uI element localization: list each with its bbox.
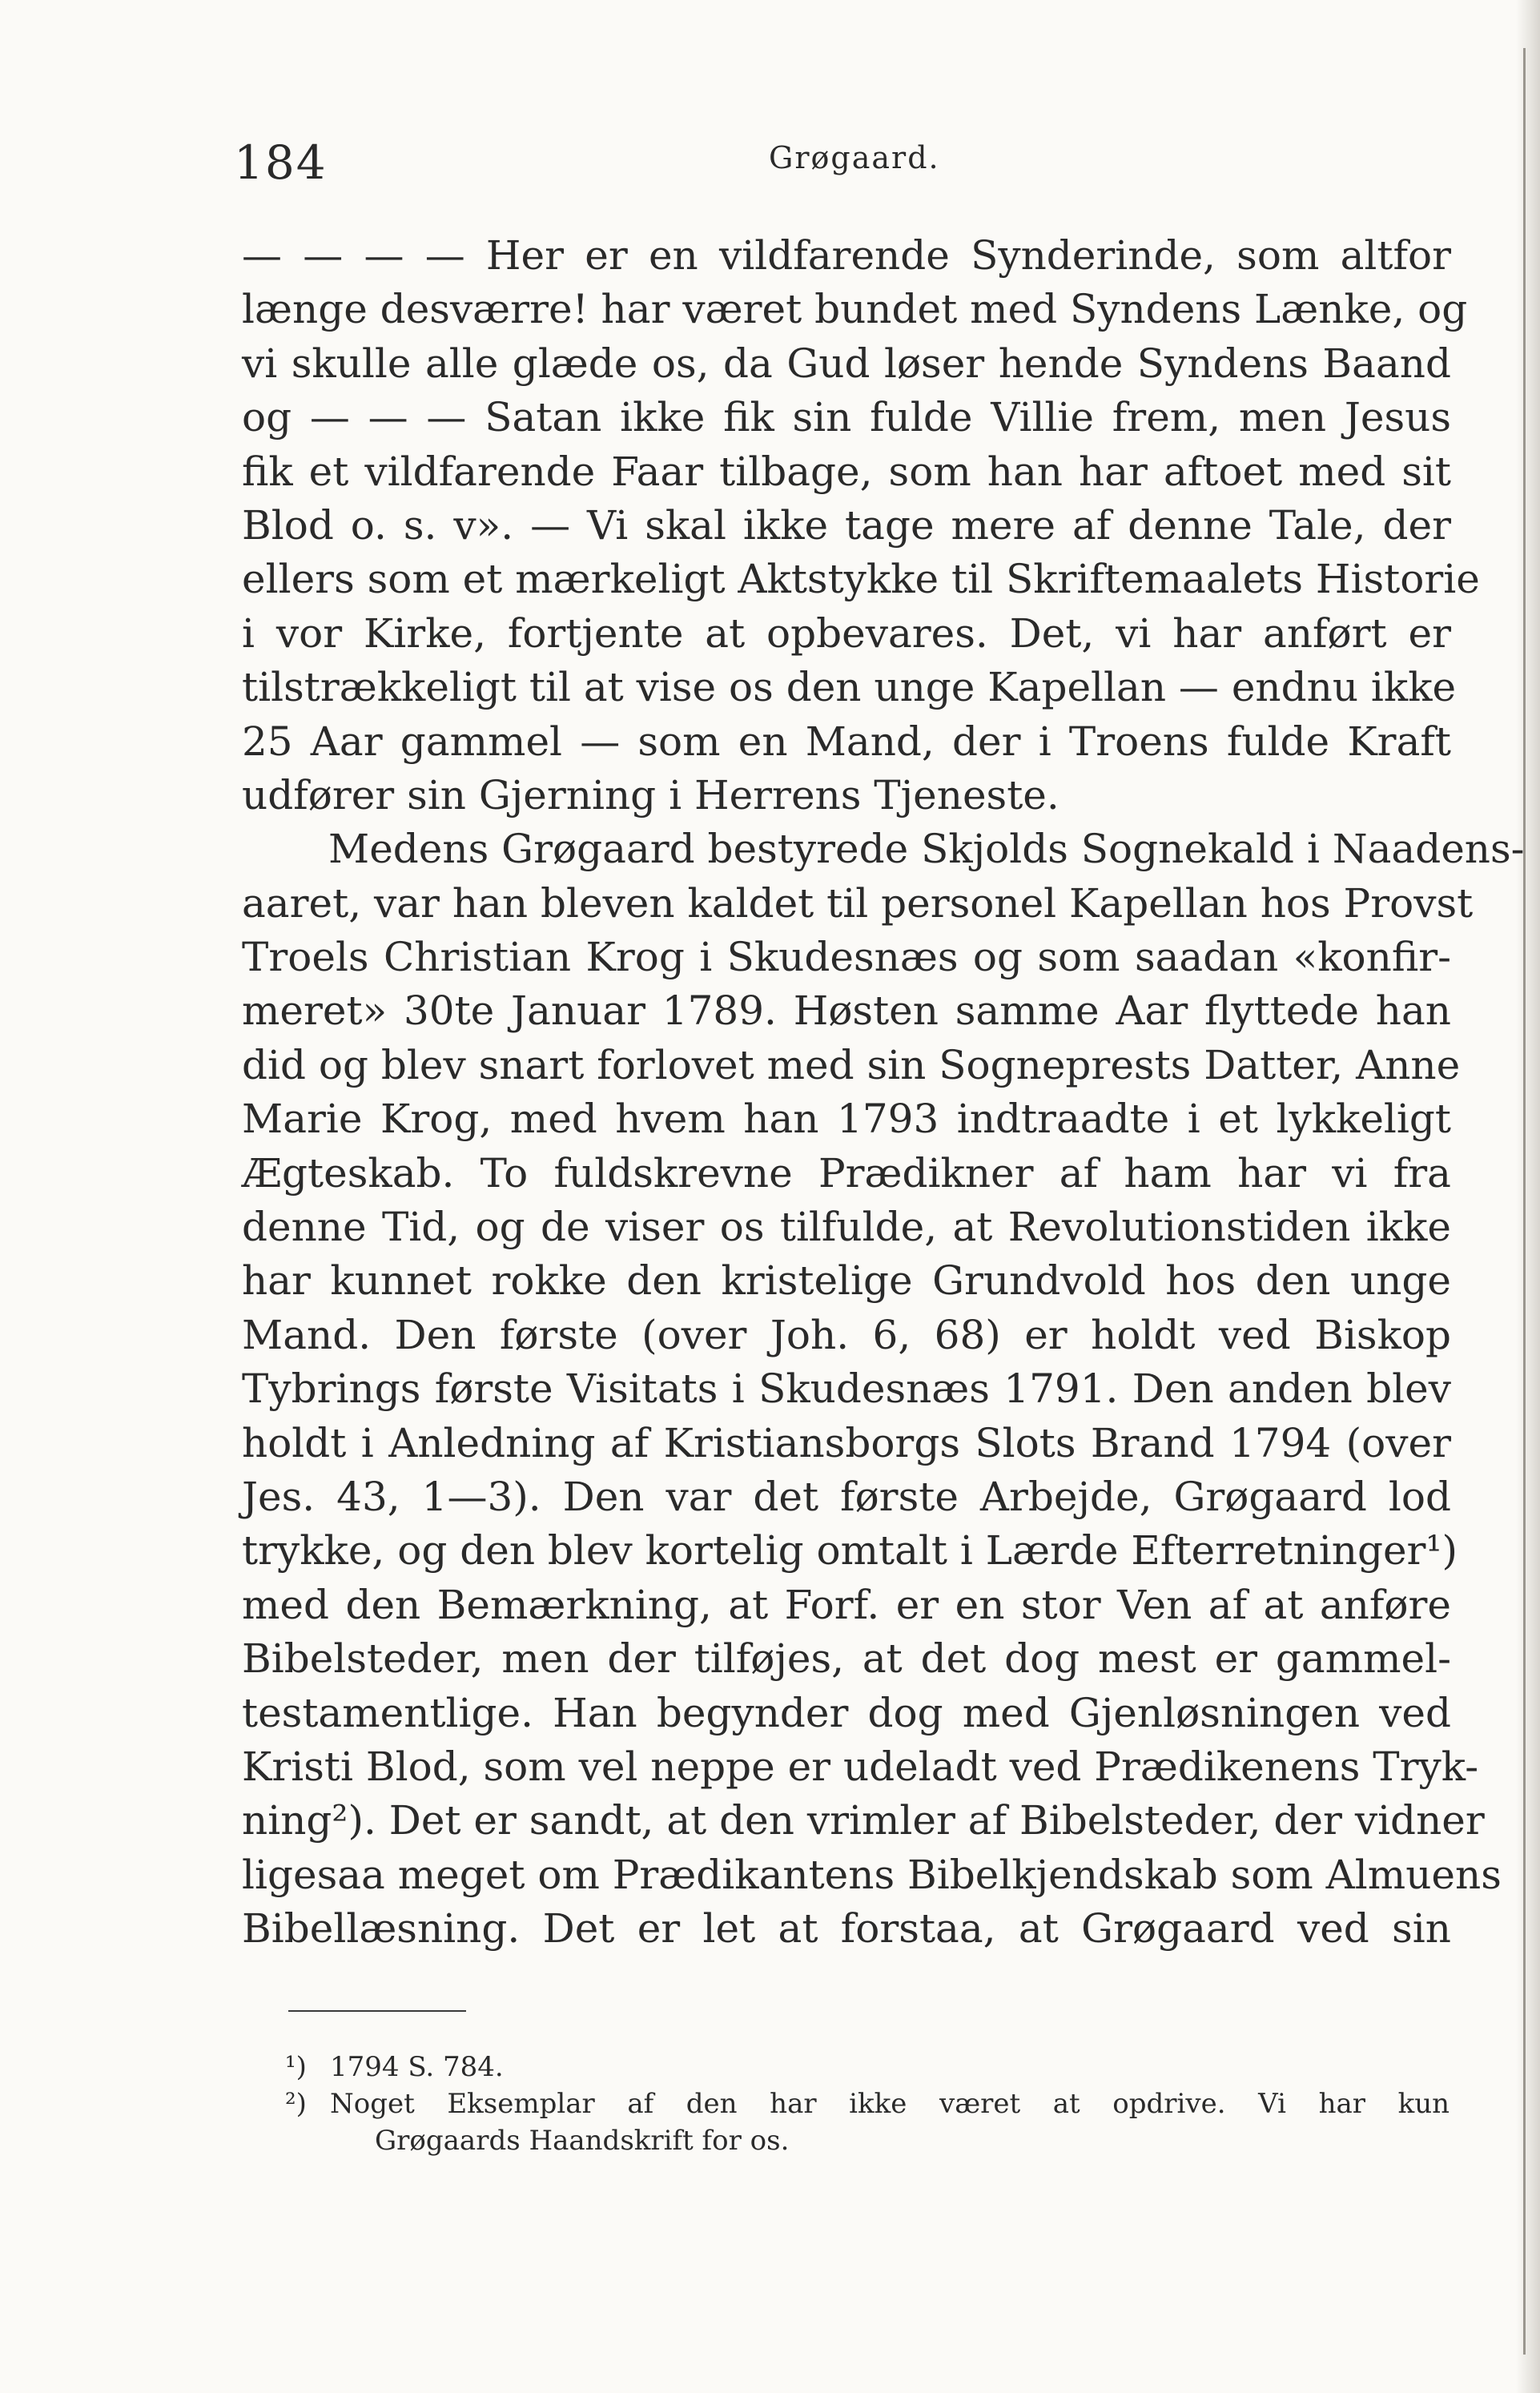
footnote-2	[240, 2085, 1450, 2122]
text-line: aaret, var han bleven kaldet til personel Kapellan hos Provst	[242, 879, 1474, 927]
footnotes	[240, 2049, 1450, 2159]
footnote-rule	[288, 2010, 466, 2012]
text-line: med den Bemærkning, at Forf. er en stor Ven af at anføre	[242, 1581, 1451, 1628]
running-head: Grøgaard.	[769, 140, 940, 175]
text-line: meret» 30te Januar 1789. Høsten samme Aar flyttede han	[242, 987, 1451, 1035]
text-line: ning²). Det er sandt, at den vrimler af Bibelsteder, der vidner	[242, 1797, 1485, 1844]
footnote-mark: ²)	[285, 2088, 307, 2120]
text-line: og — — — Satan ikke fik sin fulde Villie frem, men Jesus	[242, 394, 1451, 441]
text-line: Ægteskab. To fuldskrevne Prædikner af ham har vi fra	[242, 1149, 1451, 1196]
footnote-1	[240, 2049, 1450, 2085]
text-line: testamentlige. Han begynder dog med Gjenløsningen ved	[242, 1689, 1451, 1736]
text-line: Blod o. s. v». — Vi skal ikke tage mere af denne Tale, der	[242, 501, 1451, 549]
page-edge-line	[1523, 48, 1526, 2355]
text-line: Mand. Den første (over Joh. 6, 68) er holdt ved Biskop	[242, 1311, 1451, 1358]
text-line: tilstrækkeligt til at vise os den unge Kapellan — endnu ikke	[242, 664, 1457, 711]
text-line: — — — — Her er en vildfarende Synderinde, som altfor	[242, 232, 1451, 279]
text-line: vi skulle alle glæde os, da Gud løser hende Syndens Baand	[242, 340, 1451, 387]
text-line: trykke, og den blev kortelig omtalt i Lærde Efterretninger¹)	[242, 1527, 1458, 1575]
text-line: Bibelsteder, men der tilføjes, at det dog mest er gammel-	[242, 1635, 1451, 1683]
text-line: Marie Krog, med hvem han 1793 indtraadte i et lykkeligt	[242, 1096, 1451, 1143]
text-line: ellers som et mærkeligt Aktstykke til Skriftemaalets Historie	[242, 556, 1480, 603]
footnote-2-continued: Grøgaards Haandskrift for os.	[375, 2125, 790, 2157]
text-line: fik et vildfarende Faar tilbage, som han har aftoet med sit	[242, 448, 1451, 495]
text-line: længe desværre! har været bundet med Syndens Lænke, og	[242, 286, 1468, 333]
text-line: Troels Christian Krog i Skudesnæs og som saadan «konfir-	[242, 934, 1451, 981]
text-line: ligesaa meget om Prædikantens Bibelkjendskab som Almuens	[242, 1851, 1502, 1898]
text-line: Tybrings første Visitats i Skudesnæs 1791. Den anden blev	[242, 1365, 1451, 1413]
text-line: holdt i Anledning af Kristiansborgs Slots Brand 1794 (over	[242, 1419, 1451, 1466]
page-edge-shadow	[1516, 0, 1540, 2393]
text-line: did og blev snart forlovet med sin Sogneprests Datter, Anne	[242, 1041, 1461, 1088]
body-text	[242, 229, 1525, 1957]
text-line: Kristi Blod, som vel neppe er udeladt ved Prædikenens Tryk-	[242, 1743, 1479, 1790]
text-line: i vor Kirke, fortjente at opbevares. Det, vi har anført er	[242, 609, 1451, 657]
text-line: 25 Aar gammel — som en Mand, der i Troens fulde Kraft	[242, 718, 1451, 765]
text-line: denne Tid, og de viser os tilfulde, at Revolutionstiden ikke	[242, 1204, 1451, 1251]
text-line: Medens Grøgaard bestyrede Skjolds Sognekald i Naadens-	[328, 826, 1525, 873]
page-number: 184	[234, 135, 328, 190]
footnote-mark: ¹)	[285, 2051, 307, 2083]
text-line: har kunnet rokke den kristelige Grundvold hos den unge	[242, 1257, 1451, 1305]
footnote-text: 1794 S. 784.	[330, 2051, 504, 2083]
text-line: udfører sin Gjerning i Herrens Tjeneste.	[242, 771, 1060, 818]
text-line: Jes. 43, 1—3). Den var det første Arbejde, Grøgaard lod	[242, 1473, 1451, 1520]
footnote-text: Noget Eksemplar af den har ikke været at opdrive. Vi har kun	[330, 2088, 1450, 2120]
text-line: Bibellæsning. Det er let at forstaa, at Grøgaard ved sin	[242, 1905, 1451, 1953]
